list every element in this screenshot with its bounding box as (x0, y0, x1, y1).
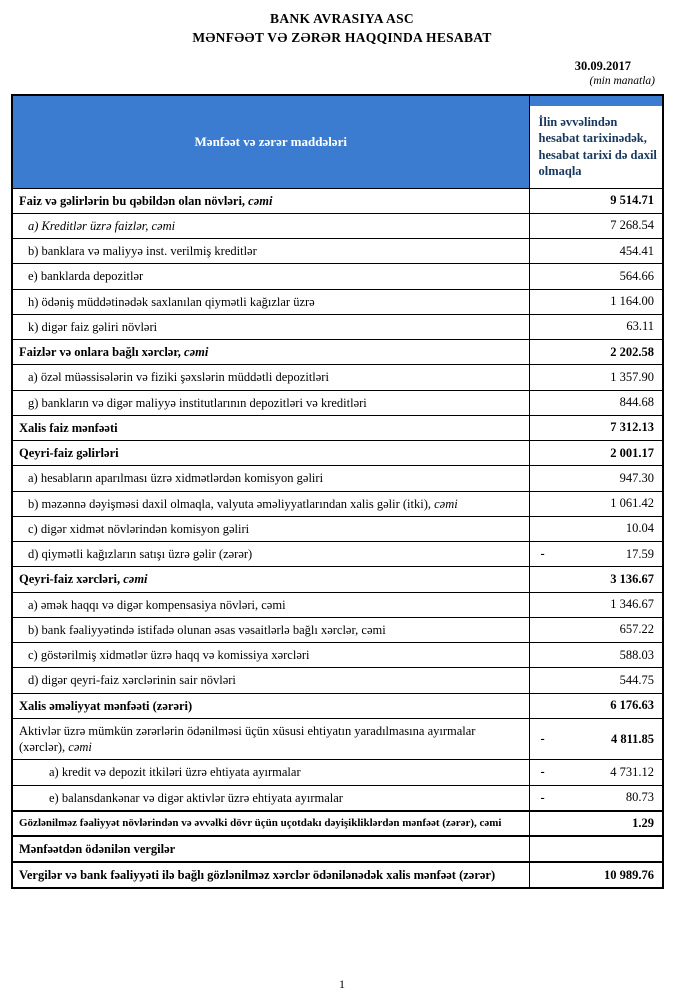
row-label: Gözlənilməz fəaliyyət növlərindən və əvvəlki dövr üçün uçotdakı dəyişikliklərdən mənfəət (zərər), cəmi (19, 816, 502, 829)
table-row (12, 264, 663, 289)
row-value: 9 514.71 (610, 193, 654, 208)
row-label: e) banklarda depozitlər (28, 269, 144, 284)
row-value: 1 164.00 (610, 294, 654, 309)
row-label: Faizlər və onlara bağlı xərclər, cəmi (19, 345, 209, 359)
row-value: 7 268.54 (610, 218, 654, 233)
table-row (12, 668, 663, 693)
row-label: k) digər faiz gəliri növləri (28, 319, 158, 334)
row-value: 947.30 (619, 470, 654, 485)
row-value: 17.59 (625, 546, 654, 561)
row-label: c) göstərilmiş xidmətlər üzrə haqq və komissiya xərcləri (28, 648, 310, 662)
row-label: a) özəl müəssisələrin və fiziki şəxslərin müddətli depozitləri (28, 370, 329, 385)
row-label: c) digər xidmət növlərindən komisyon gəliri (28, 521, 250, 536)
pnl-table (11, 94, 664, 889)
row-label: b) bank fəaliyyətində istifadə olunan əsas vəsaitlərlə bağlı xərclər, cəmi (28, 622, 386, 637)
row-value: 1 346.67 (610, 597, 654, 612)
row-value: 1 357.90 (610, 369, 654, 384)
table-row (12, 760, 663, 785)
table-row (12, 491, 663, 516)
table-row (12, 643, 663, 668)
table-row (12, 441, 663, 466)
table-row (12, 340, 663, 365)
row-sign: - (540, 790, 545, 805)
row-label: b) məzənnə dəyişməsi daxil olmaqla, valyuta əməliyyatlarından xalis gəlir (itki), cəmi (28, 496, 458, 511)
row-value: 454.41 (619, 243, 654, 258)
row-value: 588.03 (619, 647, 654, 662)
table-row (12, 567, 663, 592)
row-value: 10.04 (625, 521, 654, 536)
table-row (12, 516, 663, 541)
table-row (12, 213, 663, 238)
table-row (12, 188, 663, 213)
row-label: a) Kreditlər üzrə faizlər, cəmi (28, 218, 176, 233)
table-row (12, 542, 663, 567)
table-row (12, 390, 663, 415)
report-header (11, 11, 673, 46)
row-value: 80.73 (625, 790, 654, 805)
row-value: 6 176.63 (610, 698, 654, 713)
page-number: 1 (339, 977, 345, 991)
row-value: 2 001.17 (610, 445, 654, 460)
row-label: a) hesabların aparılması üzrə xidmətlərdən komisyon gəliri (28, 471, 324, 486)
row-value: 1 061.42 (610, 496, 654, 511)
row-label: Faiz və gəlirlərin bu qəbildən olan növləri, cəmi (19, 193, 273, 208)
row-label: a) kredit və depozit itkiləri üzrə ehtiyata ayırmalar (49, 765, 301, 780)
report-date: 30.09.2017 (574, 59, 631, 73)
table-row (12, 811, 663, 836)
row-label: b) banklara və maliyyə inst. verilmiş kreditlər (28, 244, 257, 258)
row-label: d) digər qeyri-faiz xərclərinin sair növləri (28, 673, 236, 688)
date-block (11, 59, 673, 87)
row-label: Mənfəətdən ödənilən vergilər (19, 841, 176, 856)
period-column-header: İlin əvvəlindən hesabat tarixinədək, hesabat tarixi də daxil olmaqla (529, 95, 663, 188)
row-label: g) bankların və digər maliyyə institutlarının depozitləri və kreditləri (28, 395, 367, 410)
table-row (12, 289, 663, 314)
unit-note: (min manatla) (589, 75, 655, 87)
row-sign: - (540, 764, 545, 779)
row-value: 564.66 (619, 268, 654, 283)
row-sign: - (540, 546, 545, 561)
row-label: d) qiymətli kağızların satışı üzrə gəlir (zərər) (28, 547, 253, 561)
row-value: 1.29 (632, 815, 654, 830)
table-row (12, 718, 663, 760)
row-value: 4 811.85 (610, 731, 654, 746)
report-subtitle: MƏNFƏƏT VƏ ZƏRƏR HAQQINDA HESABAT (192, 30, 492, 45)
row-value: 4 731.12 (610, 764, 654, 779)
row-label: Xalis faiz mənfəəti (19, 420, 118, 435)
table-header-row (12, 95, 663, 188)
row-value: 657.22 (619, 622, 654, 637)
report-rows (12, 188, 663, 888)
table-row (12, 314, 663, 339)
row-value: 63.11 (626, 319, 654, 334)
table-row (12, 592, 663, 617)
table-row (12, 785, 663, 811)
row-label: h) ödəniş müddətinədək saxlanılan qiymətli kağızlar üzrə (28, 294, 315, 309)
table-row (12, 836, 663, 862)
row-value: 10 989.76 (604, 867, 654, 882)
row-label: e) balansdankənar və digər aktivlər üzrə ehtiyata ayırmalar (49, 790, 343, 805)
report-title: BANK AVRASIYA ASC (270, 11, 414, 26)
row-value: 544.75 (619, 672, 654, 687)
row-value: 844.68 (619, 395, 654, 410)
table-row (12, 693, 663, 718)
table-row (12, 862, 663, 888)
row-label: a) əmək haqqı və digər kompensasiya növləri, cəmi (28, 597, 286, 612)
items-column-header: Mənfəət və zərər maddələri (12, 95, 529, 188)
row-value: 7 312.13 (610, 420, 654, 435)
row-label: Qeyri-faiz gəlirləri (19, 446, 119, 460)
row-label: Xalis əməliyyat mənfəəti (zərəri) (19, 698, 193, 713)
row-label: Qeyri-faiz xərcləri, cəmi (19, 572, 148, 587)
row-sign: - (540, 731, 545, 746)
row-value: 3 136.67 (610, 571, 654, 586)
table-row (12, 617, 663, 642)
table-row (12, 365, 663, 390)
table-row (12, 415, 663, 440)
row-value: 2 202.58 (610, 344, 654, 359)
row-label: Aktivlər üzrə mümkün zərərlərin ödənilməsi üçün xüsusi ehtiyatın yaradılmasına ayırmalar (xərclər), cəmi (19, 723, 476, 754)
table-row (12, 466, 663, 491)
row-label: Vergilər və bank fəaliyyəti ilə bağlı gözlənilməz xərclər ödənilənədək xalis mənfəət (zərər) (19, 868, 496, 882)
table-row (12, 239, 663, 264)
